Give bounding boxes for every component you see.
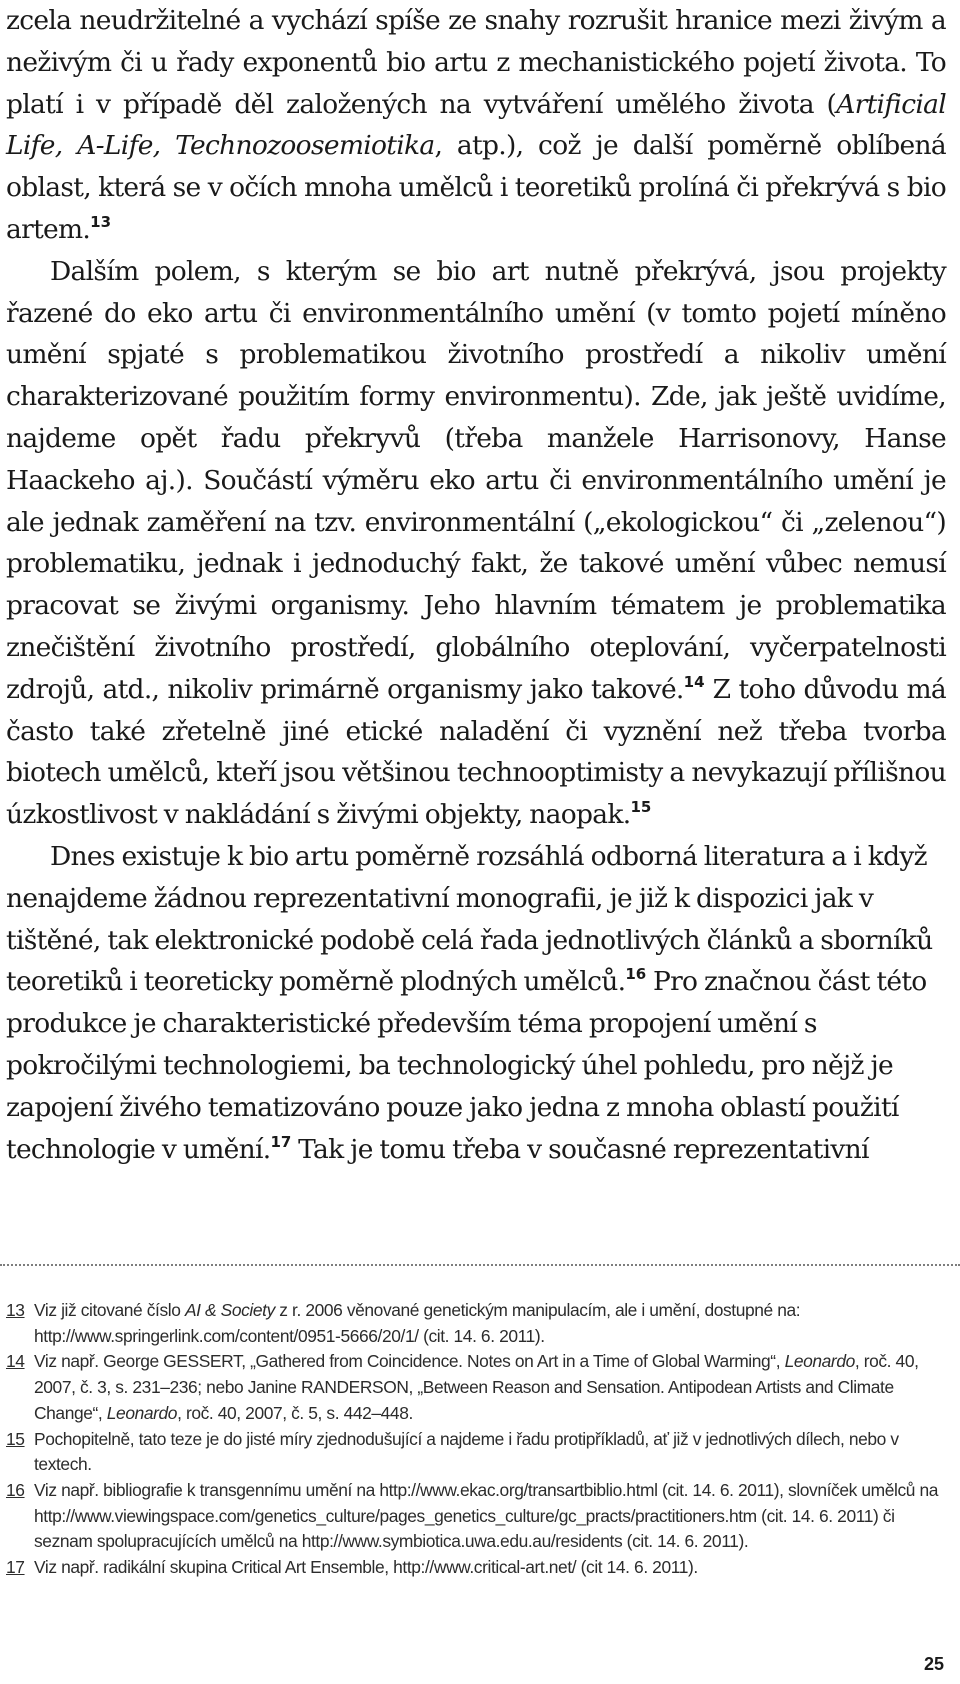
footnote-ref-13[interactable]: 13 — [90, 212, 112, 231]
footnote-16 — [6, 1478, 946, 1555]
footnote-number[interactable]: 15 — [6, 1428, 25, 1449]
paragraph-text: Z toho důvodu má často také zřetelně jiné etické naladění či vyznění než třeba tvorba biotech umělců, kteří jsou většinou technooptimisty a nevykazují přílišnou úzkostlivost v nakládání s živými objekty, naopak. — [6, 673, 946, 831]
footnote-text: Viz např. radikální skupina Critical Art Ensemble, http://www.critical-art.net/ (cit 14. 6. 2011). — [34, 1557, 698, 1578]
footnote-15 — [6, 1427, 946, 1478]
footnote-ref-14[interactable]: 14 — [683, 672, 705, 691]
footnote-text: z r. 2006 věnované genetickým manipulacím, ale i umění, dostupné na: http://www.springerlink.com/content/0951-5666/20/1/ (cit. 14. 6. 2011). — [34, 1300, 801, 1346]
footnote-13 — [6, 1298, 946, 1349]
footnote-text: , roč. 40, 2007, č. 5, s. 442–448. — [177, 1402, 413, 1423]
paragraph-text: Dnes existuje k bio artu poměrně rozsáhlá odborná literatura a i když nenajdeme žádnou reprezentativní monografii, je již k dispozici jak v tištěné, tak elektronické podobě celá řada jednotlivých článků a sborníků teoretiků i teoreticky poměrně plodných umělců. — [6, 840, 933, 998]
footnote-text: Viz např. George GESSERT, „Gathered from Coincidence. Notes on Art in a Time of Global Warming“, — [34, 1351, 785, 1372]
paragraph-2 — [6, 251, 946, 836]
footnote-number[interactable]: 13 — [6, 1300, 25, 1320]
main-body-text — [6, 0, 946, 1170]
footnote-ref-17[interactable]: 17 — [270, 1132, 292, 1151]
paragraph-text: Tak je tomu třeba v současné reprezentativní — [291, 1133, 869, 1165]
footnote-text: , roč. 40, 2007, č. 3, s. 231–236; nebo Janine RANDERSON, „Between Reason and Sensation. Antipodean Artists and Climate Change“, — [34, 1351, 919, 1423]
footnote-14 — [6, 1349, 946, 1426]
footnote-number[interactable]: 16 — [6, 1479, 25, 1500]
footnote-17 — [6, 1555, 946, 1581]
paragraph-text: Pro značnou část této produkce je charakteristické především téma propojení umění s pokročilými technologiemi, ba technologický úhel pohledu, pro nějž je zapojení živého tematizováno pouze jako jedna z mnoha oblastí použití technologie v umění. — [6, 966, 927, 1165]
paragraph-text: , atp.), což je další poměrně oblíbená oblast, která se v očích mnoha umělců i teoretiků prolíná či překrývá s bio artem. — [6, 130, 946, 245]
footnote-text: Pochopitelně, tato teze je do jisté míry zjednodušující a najdeme i řadu protipříkladů, ať již v jednotlivých dílech, nebo v textech. — [34, 1428, 899, 1475]
footnote-text: Viz např. bibliografie k transgennímu umění na http://www.ekac.org/transartbiblio.html (cit. 14. 6. 2011), slovníček umělců na http://www.viewingspace.com/genetics_culture/pages_genetics_culture/gc_practs/practitioners.htm (cit. 14. 6. 2011) či seznam spolupracujících umělců na http://www.symbiotica.uwa.edu.au/residents (cit. 14. 6. 2011). — [34, 1479, 938, 1552]
footnote-text: Viz již citované číslo — [34, 1300, 185, 1320]
footnote-emphasis: Leonardo — [106, 1402, 178, 1423]
emphasis-text: Artificial Life, A-Life, Technozoosemiotika — [6, 88, 946, 162]
footnote-ref-16[interactable]: 16 — [625, 965, 647, 984]
paragraph-1 — [6, 0, 946, 251]
page-number: 25 — [924, 1654, 945, 1674]
paragraph-text: zcela neudržitelné a vychází spíše ze snahy rozrušit hranice mezi živým a neživým či u řady exponentů bio artu z mechanistického pojetí života. To platí i v případě děl založených na vytváření umělého života ( — [6, 5, 946, 120]
paragraph-3 — [6, 836, 946, 1170]
footnote-separator — [0, 1264, 960, 1266]
footnote-emphasis: AI & Society — [184, 1300, 275, 1320]
footnote-number[interactable]: 14 — [6, 1351, 25, 1372]
footnotes-section — [6, 1298, 946, 1581]
paragraph-text: Dalším polem, s kterým se bio art nutně překrývá, jsou projekty řazené do eko artu či environmentálního umění (v tomto pojetí míněno umění spjaté s problematikou životního prostředí a nikoliv umění charakterizované použitím formy environmentu). Zde, jak ještě uvidíme, najdeme opět řadu překryvů (třeba manžele Harrisonovy, Hanse Haackeho aj.). Součástí výměru eko artu či environmentálního umění je ale jednak zaměření na tzv. environmentální („ekologickou“ či „zelenou“) problematiku, jednak i jednoduchý fakt, že takové umění vůbec nemusí pracovat se živými organismy. Jeho hlavním tématem je problematika znečištění životního prostředí, globálního oteplování, vyčerpatelnosti zdrojů, atd., nikoliv primárně organismy jako takové. — [6, 255, 946, 705]
footnote-emphasis: Leonardo — [784, 1351, 855, 1372]
footnote-ref-15[interactable]: 15 — [630, 798, 652, 817]
footnote-number[interactable]: 17 — [6, 1557, 25, 1578]
